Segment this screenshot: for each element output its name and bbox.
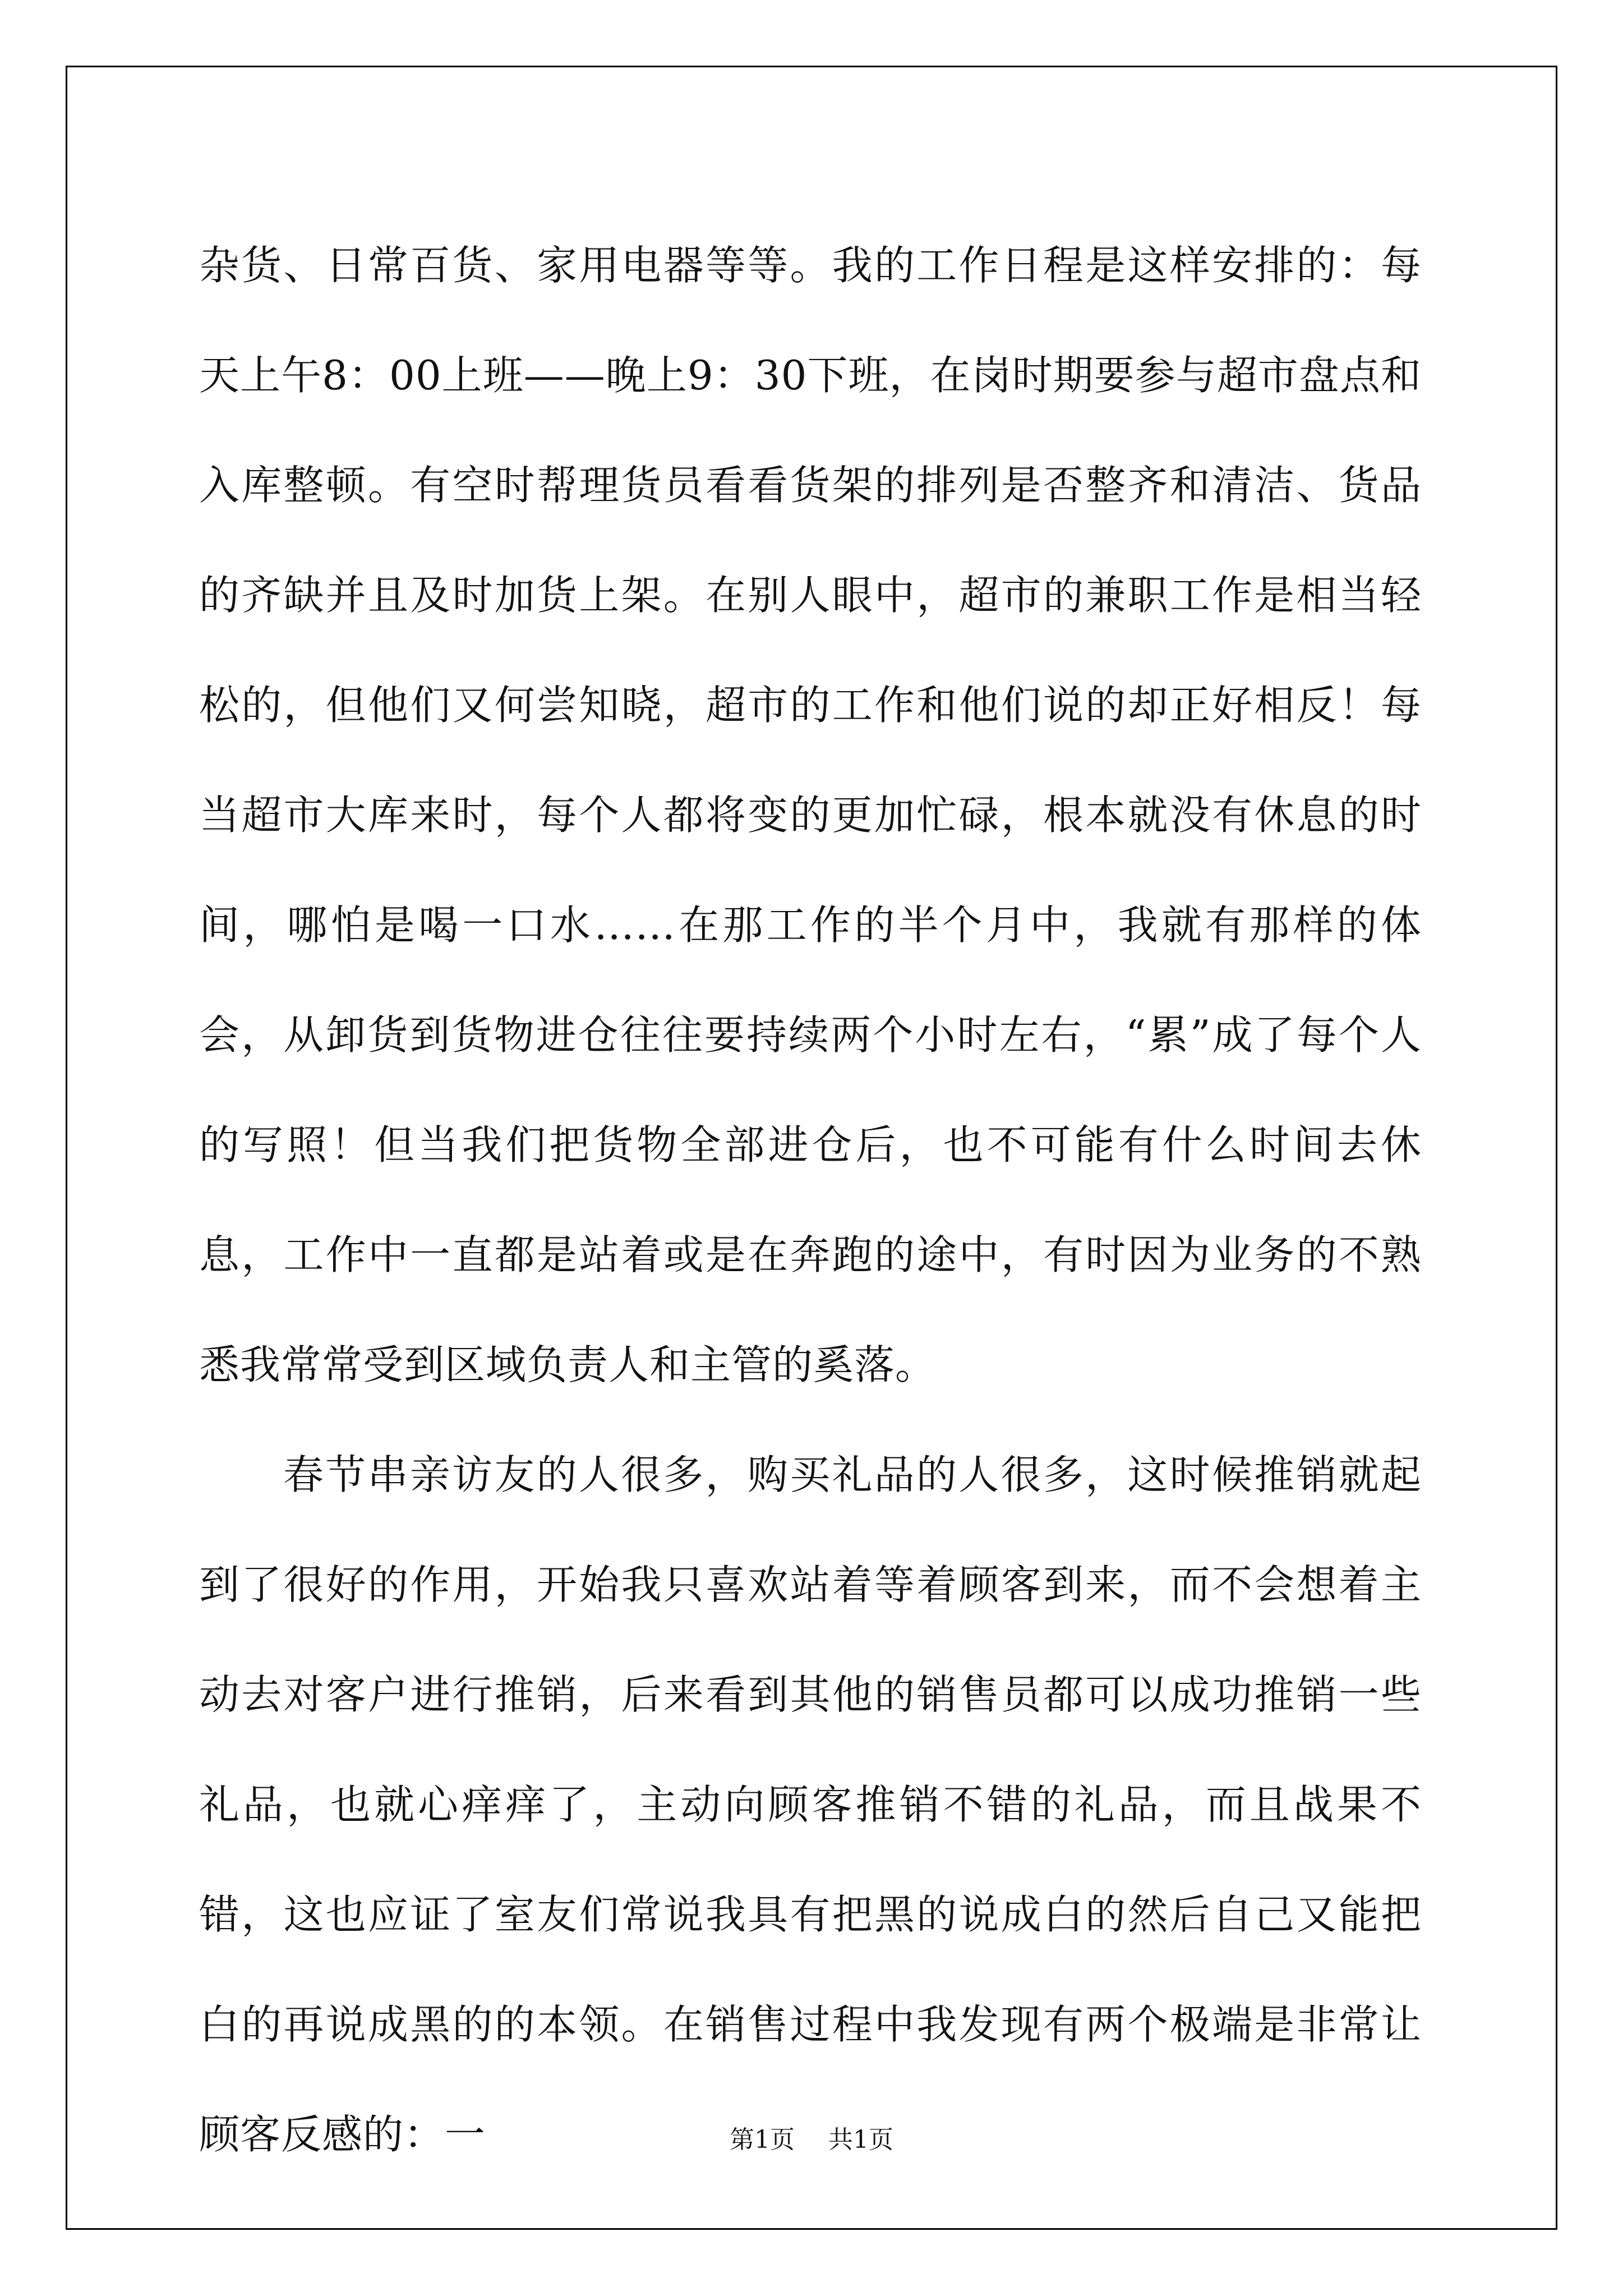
paragraph-1: 杂货、日常百货、家用电器等等。我的工作日程是这样安排的：每天上午8：00上班——晚上9：30下班，在岗时期要参与超市盘点和入库整顿。有空时帮理货员看看货架的排列是否整齐和清洁、货品的齐缺并且及时加货上架。在别人眼中，超市的兼职工作是相当轻松的，但他们又何尝知晓，超市的工作和他们说的却正好相反！每当超市大库来时，每个人都将变的更加忙碌，根本就没有休息的时间，哪怕是喝一口水……在那工作的半个月中，我就有那样的体会，从卸货到货物进仓往往要持续两个小时左右，“累”成了每个人的写照！但当我们把货物全部进仓后，也不可能有什么时间去休息，工作中一直都是站着或是在奔跑的途中，有时因为业务的不熟悉我常常受到区域负责人和主管的奚落。 bbox=[199, 242, 1422, 1388]
document-body bbox=[199, 210, 1422, 2189]
page-total: 共1页 bbox=[828, 2125, 893, 2154]
page-footer bbox=[0, 2123, 1623, 2157]
page-number: 第1页 bbox=[730, 2125, 795, 2154]
paragraph-2: 春节串亲访友的人很多，购买礼品的人很多，这时候推销就起到了很好的作用，开始我只喜欢站着等着顾客到来，而不会想着主动去对客户进行推销，后来看到其他的销售员都可以成功推销一些礼品，也就心痒痒了，主动向顾客推销不错的礼品，而且战果不错，这也应证了室友们常说我具有把黑的说成白的然后自己又能把白的再说成黑的的本领。在销售过程中我发现有两个极端是非常让顾客反感的：一 bbox=[199, 1451, 1422, 2158]
